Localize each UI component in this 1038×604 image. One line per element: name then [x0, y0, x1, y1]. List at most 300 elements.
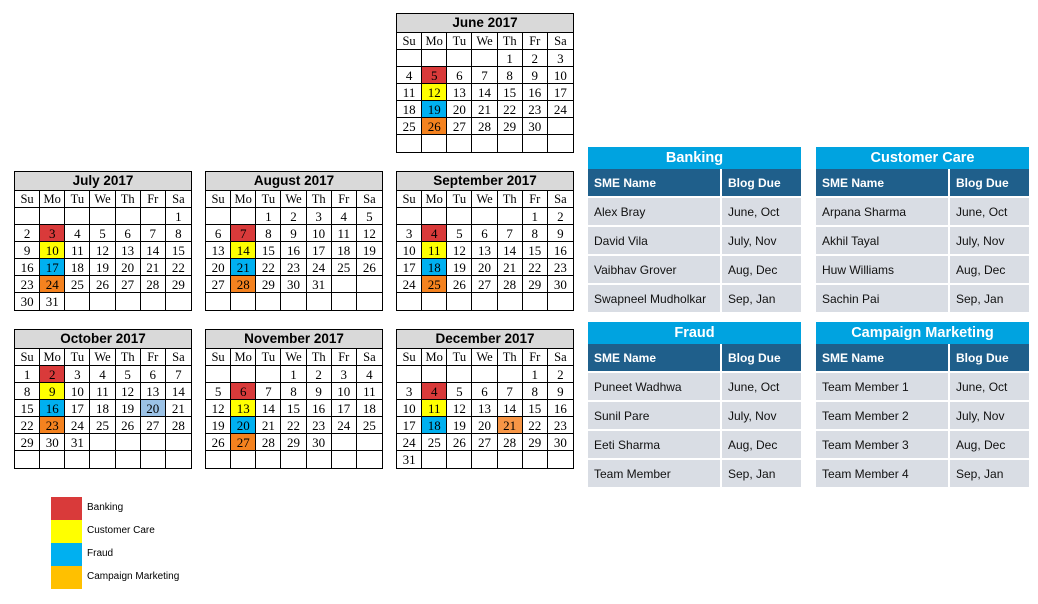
- calendar-day: 30: [548, 276, 573, 293]
- calendar-day: 22: [15, 417, 40, 434]
- calendar-day: 8: [166, 225, 191, 242]
- calendar-day: 1: [523, 208, 548, 225]
- calendar-day-empty: [548, 293, 573, 310]
- calendar-day: 3: [307, 208, 332, 225]
- calendar-day: 14: [256, 400, 281, 417]
- calendar-day: 26: [447, 434, 472, 451]
- calendar-day: 20: [206, 259, 231, 276]
- calendar-day-highlighted: 11: [422, 400, 447, 417]
- table-row: [588, 197, 801, 226]
- calendar-day: 25: [90, 417, 115, 434]
- calendar-day-empty: [281, 451, 306, 468]
- calendar-day-empty: [472, 451, 497, 468]
- blog-due: Aug, Dec: [721, 255, 801, 284]
- calendar-day: 23: [307, 417, 332, 434]
- calendar-day: 16: [548, 242, 573, 259]
- calendar-day: 30: [281, 276, 306, 293]
- day-header: Th: [498, 33, 523, 50]
- day-header: Mo: [422, 191, 447, 208]
- calendar-day: 13: [116, 242, 141, 259]
- calendar-day-empty: [498, 208, 523, 225]
- legend-swatch: [51, 520, 82, 543]
- calendar-day-empty: [256, 451, 281, 468]
- calendar-day-highlighted: 11: [422, 242, 447, 259]
- calendar-day-empty: [166, 451, 191, 468]
- calendar-grid: [206, 349, 382, 468]
- calendar-day: 14: [498, 400, 523, 417]
- table-row: [816, 372, 1029, 401]
- calendar-day: 25: [357, 417, 382, 434]
- calendar-title: October 2017: [15, 330, 191, 349]
- calendar-day: 2: [548, 208, 573, 225]
- col-header-blog-due: Blog Due: [949, 344, 1029, 372]
- legend-label: Banking: [87, 502, 124, 513]
- calendar-day: 17: [397, 417, 422, 434]
- calendar-day: 6: [472, 225, 497, 242]
- blog-due: July, Nov: [721, 226, 801, 255]
- col-header-sme-name: SME Name: [816, 169, 949, 197]
- calendar-day: 3: [548, 50, 573, 67]
- calendar-day-empty: [422, 50, 447, 67]
- calendar-day: 28: [256, 434, 281, 451]
- calendar-day: 20: [472, 417, 497, 434]
- sme-table: [816, 344, 1029, 487]
- calendar-day: 25: [65, 276, 90, 293]
- day-header: Fr: [523, 349, 548, 366]
- calendar-day-empty: [472, 50, 497, 67]
- calendar-day-highlighted: 21: [498, 417, 523, 434]
- calendar-day: 31: [65, 434, 90, 451]
- calendar-day-empty: [472, 208, 497, 225]
- calendar-day: 27: [116, 276, 141, 293]
- day-header: Sa: [548, 33, 573, 50]
- calendar-day-empty: [116, 451, 141, 468]
- calendar-day-empty: [332, 451, 357, 468]
- calendar-day: 6: [447, 67, 472, 84]
- sme-table: [588, 344, 801, 487]
- calendar-day: 8: [256, 225, 281, 242]
- calendar-grid: [397, 191, 573, 310]
- calendar-day: 16: [281, 242, 306, 259]
- calendar-day-empty: [90, 434, 115, 451]
- calendar-day: 16: [523, 84, 548, 101]
- day-header: Mo: [422, 33, 447, 50]
- calendar-day: 24: [548, 101, 573, 118]
- calendar-day-empty: [231, 208, 256, 225]
- calendar-day-empty: [498, 135, 523, 152]
- calendar-day: 22: [523, 259, 548, 276]
- calendar-day: 26: [206, 434, 231, 451]
- calendar-day-empty: [397, 135, 422, 152]
- panel-fraud: [588, 322, 801, 487]
- calendar-day-empty: [231, 451, 256, 468]
- sme-name: Team Member 2: [816, 401, 949, 430]
- calendar-title: July 2017: [15, 172, 191, 191]
- calendar-day-highlighted: 2: [40, 366, 65, 383]
- calendar-day: 6: [472, 383, 497, 400]
- table-row: [816, 401, 1029, 430]
- day-header: Tu: [447, 349, 472, 366]
- panel-banking: [588, 147, 801, 312]
- calendar-day-empty: [166, 293, 191, 310]
- calendar-day: 12: [116, 383, 141, 400]
- calendar-day: 3: [332, 366, 357, 383]
- calendar-day-empty: [281, 293, 306, 310]
- calendar-day-empty: [256, 366, 281, 383]
- calendar-day: 7: [141, 225, 166, 242]
- blog-due: July, Nov: [949, 226, 1029, 255]
- calendar-september-2017: [396, 171, 574, 311]
- calendar-day-empty: [40, 208, 65, 225]
- day-header: Mo: [40, 349, 65, 366]
- calendar-october-2017: [14, 329, 192, 469]
- calendar-day: 12: [90, 242, 115, 259]
- calendar-day-empty: [447, 451, 472, 468]
- calendar-day-empty: [397, 208, 422, 225]
- calendar-day: 24: [65, 417, 90, 434]
- calendar-day-highlighted: 14: [231, 242, 256, 259]
- sme-name: Team Member 1: [816, 372, 949, 401]
- calendar-day: 24: [332, 417, 357, 434]
- day-header: Th: [307, 191, 332, 208]
- calendar-day: 10: [548, 67, 573, 84]
- day-header: Su: [397, 33, 422, 50]
- day-header: Mo: [231, 191, 256, 208]
- calendar-day: 5: [206, 383, 231, 400]
- calendar-day-empty: [498, 366, 523, 383]
- calendar-day-empty: [116, 434, 141, 451]
- blog-due: June, Oct: [721, 372, 801, 401]
- calendar-day: 11: [65, 242, 90, 259]
- day-header: We: [90, 349, 115, 366]
- calendar-day: 27: [472, 434, 497, 451]
- blog-due: June, Oct: [949, 372, 1029, 401]
- calendar-day: 7: [472, 67, 497, 84]
- legend-swatch: [51, 543, 82, 566]
- calendar-day-highlighted: 18: [422, 417, 447, 434]
- calendar-day: 5: [447, 225, 472, 242]
- calendar-day-empty: [116, 208, 141, 225]
- calendar-day: 22: [166, 259, 191, 276]
- calendar-day-empty: [166, 434, 191, 451]
- calendar-december-2017: [396, 329, 574, 469]
- blog-due: Aug, Dec: [721, 430, 801, 459]
- calendar-day: 14: [141, 242, 166, 259]
- calendar-day: 10: [307, 225, 332, 242]
- calendar-day-highlighted: 12: [422, 84, 447, 101]
- day-header: We: [90, 191, 115, 208]
- calendar-day-empty: [65, 293, 90, 310]
- calendar-day: 5: [116, 366, 141, 383]
- day-header: Su: [397, 191, 422, 208]
- calendar-day: 21: [498, 259, 523, 276]
- day-header: We: [472, 349, 497, 366]
- calendar-day-empty: [332, 293, 357, 310]
- calendar-day: 23: [281, 259, 306, 276]
- table-row: [816, 284, 1029, 312]
- calendar-day-empty: [447, 208, 472, 225]
- calendar-day-empty: [422, 451, 447, 468]
- calendar-day-highlighted: 6: [231, 383, 256, 400]
- calendar-day: 16: [307, 400, 332, 417]
- blog-due: Aug, Dec: [949, 255, 1029, 284]
- panel-title: Campaign Marketing: [816, 322, 1029, 344]
- calendar-day-highlighted: 7: [231, 225, 256, 242]
- calendar-day-empty: [116, 293, 141, 310]
- calendar-day-highlighted: 19: [422, 101, 447, 118]
- blog-due: Sep, Jan: [721, 459, 801, 487]
- calendar-day: 7: [256, 383, 281, 400]
- calendar-day: 1: [256, 208, 281, 225]
- calendar-day-empty: [15, 451, 40, 468]
- calendar-day: 23: [523, 101, 548, 118]
- calendar-day: 6: [206, 225, 231, 242]
- calendar-day-highlighted: 3: [40, 225, 65, 242]
- calendar-title: September 2017: [397, 172, 573, 191]
- calendar-day-empty: [397, 366, 422, 383]
- calendar-day-highlighted: 17: [40, 259, 65, 276]
- calendar-day: 15: [498, 84, 523, 101]
- panel-title: Customer Care: [816, 147, 1029, 169]
- calendar-day-empty: [523, 451, 548, 468]
- calendar-day: 28: [498, 276, 523, 293]
- calendar-day-empty: [447, 135, 472, 152]
- calendar-day: 4: [357, 366, 382, 383]
- day-header: Sa: [166, 191, 191, 208]
- day-header: Th: [498, 191, 523, 208]
- day-header: Tu: [65, 349, 90, 366]
- calendar-day-empty: [422, 366, 447, 383]
- calendar-day-highlighted: 9: [40, 383, 65, 400]
- calendar-day: 19: [447, 259, 472, 276]
- calendar-day: 13: [472, 242, 497, 259]
- calendar-day: 30: [40, 434, 65, 451]
- calendar-day: 20: [472, 259, 497, 276]
- calendar-day: 9: [523, 67, 548, 84]
- calendar-day: 22: [256, 259, 281, 276]
- calendar-day-highlighted: 25: [422, 276, 447, 293]
- legend-swatch: [51, 497, 82, 520]
- day-header: Sa: [548, 349, 573, 366]
- calendar-grid: [15, 191, 191, 310]
- calendar-day: 15: [281, 400, 306, 417]
- calendar-day: 13: [447, 84, 472, 101]
- calendar-day: 5: [447, 383, 472, 400]
- blog-due: July, Nov: [721, 401, 801, 430]
- legend-swatch: [51, 566, 82, 589]
- calendar-day: 30: [307, 434, 332, 451]
- sme-name: Arpana Sharma: [816, 197, 949, 226]
- col-header-sme-name: SME Name: [816, 344, 949, 372]
- day-header: Tu: [256, 349, 281, 366]
- calendar-day: 19: [447, 417, 472, 434]
- sme-name: Team Member 4: [816, 459, 949, 487]
- col-header-blog-due: Blog Due: [721, 169, 801, 197]
- day-header: Su: [15, 349, 40, 366]
- sme-name: Sachin Pai: [816, 284, 949, 312]
- calendar-day: 28: [166, 417, 191, 434]
- calendar-day-empty: [422, 208, 447, 225]
- calendar-grid: [15, 349, 191, 468]
- calendar-day: 7: [498, 383, 523, 400]
- calendar-day: 2: [15, 225, 40, 242]
- table-row: [588, 401, 801, 430]
- day-header: Th: [307, 349, 332, 366]
- calendar-day: 5: [357, 208, 382, 225]
- calendar-day-highlighted: 20: [231, 417, 256, 434]
- day-header: Mo: [40, 191, 65, 208]
- table-row: [816, 255, 1029, 284]
- day-header: Tu: [65, 191, 90, 208]
- day-header: Fr: [523, 191, 548, 208]
- legend-label: Fraud: [87, 548, 114, 559]
- calendar-day: 1: [15, 366, 40, 383]
- table-row: [816, 459, 1029, 487]
- calendar-day-empty: [397, 293, 422, 310]
- calendar-day-empty: [90, 451, 115, 468]
- calendar-day: 18: [65, 259, 90, 276]
- calendar-day-empty: [40, 451, 65, 468]
- calendar-day-highlighted: 24: [40, 276, 65, 293]
- calendar-day: 29: [523, 434, 548, 451]
- calendar-day: 10: [65, 383, 90, 400]
- calendar-day: 20: [116, 259, 141, 276]
- calendar-day-highlighted: 4: [422, 383, 447, 400]
- calendar-day: 23: [15, 276, 40, 293]
- calendar-day: 4: [397, 67, 422, 84]
- sme-name: Puneet Wadhwa: [588, 372, 721, 401]
- calendar-day-empty: [422, 293, 447, 310]
- calendar-day: 15: [15, 400, 40, 417]
- calendar-day: 17: [332, 400, 357, 417]
- calendar-day-empty: [472, 293, 497, 310]
- calendar-title: August 2017: [206, 172, 382, 191]
- calendar-day-empty: [357, 293, 382, 310]
- sme-name: Swapneel Mudholkar: [588, 284, 721, 312]
- blog-due: July, Nov: [949, 401, 1029, 430]
- calendar-day-highlighted: 23: [40, 417, 65, 434]
- day-header: Sa: [548, 191, 573, 208]
- calendar-day: 21: [472, 101, 497, 118]
- calendar-day-highlighted: 28: [231, 276, 256, 293]
- sme-name: David Vila: [588, 226, 721, 255]
- calendar-day: 12: [447, 400, 472, 417]
- calendar-day: 11: [357, 383, 382, 400]
- calendar-day-highlighted: 21: [231, 259, 256, 276]
- calendar-day: 3: [397, 225, 422, 242]
- day-header: Th: [116, 349, 141, 366]
- calendar-day: 11: [397, 84, 422, 101]
- calendar-day: 31: [307, 276, 332, 293]
- calendar-day-empty: [498, 293, 523, 310]
- calendar-day: 14: [166, 383, 191, 400]
- day-header: Th: [498, 349, 523, 366]
- calendar-day: 17: [307, 242, 332, 259]
- calendar-day: 4: [90, 366, 115, 383]
- calendar-day: 9: [548, 383, 573, 400]
- calendar-day-empty: [548, 118, 573, 135]
- calendar-day: 9: [15, 242, 40, 259]
- calendar-day-empty: [90, 208, 115, 225]
- calendar-day-empty: [332, 276, 357, 293]
- calendar-day-empty: [141, 208, 166, 225]
- blog-due: Aug, Dec: [949, 430, 1029, 459]
- calendar-day: 29: [281, 434, 306, 451]
- panel-title: Fraud: [588, 322, 801, 344]
- calendar-day-empty: [472, 366, 497, 383]
- calendar-day: 10: [397, 400, 422, 417]
- legend-label: Campaign Marketing: [87, 571, 180, 582]
- calendar-day: 30: [548, 434, 573, 451]
- calendar-day: 1: [166, 208, 191, 225]
- calendar-day-empty: [357, 451, 382, 468]
- col-header-sme-name: SME Name: [588, 344, 721, 372]
- calendar-day: 12: [357, 225, 382, 242]
- calendar-day-empty: [332, 434, 357, 451]
- calendar-day-highlighted: 13: [231, 400, 256, 417]
- calendar-day: 22: [498, 101, 523, 118]
- calendar-day-empty: [397, 50, 422, 67]
- calendar-day: 12: [206, 400, 231, 417]
- calendar-day-empty: [206, 293, 231, 310]
- calendar-day: 8: [281, 383, 306, 400]
- sme-name: Akhil Tayal: [816, 226, 949, 255]
- calendar-day-empty: [307, 451, 332, 468]
- calendar-day: 19: [90, 259, 115, 276]
- calendar-day: 13: [141, 383, 166, 400]
- calendar-day: 7: [166, 366, 191, 383]
- calendar-day-empty: [498, 451, 523, 468]
- calendar-day-highlighted: 20: [141, 400, 166, 417]
- calendar-day: 27: [141, 417, 166, 434]
- calendar-day: 16: [548, 400, 573, 417]
- day-header: Tu: [256, 191, 281, 208]
- calendar-day-highlighted: 10: [40, 242, 65, 259]
- calendar-june-2017: [396, 13, 574, 153]
- calendar-day: 9: [548, 225, 573, 242]
- calendar-day: 15: [256, 242, 281, 259]
- calendar-day: 10: [332, 383, 357, 400]
- calendar-day: 28: [498, 434, 523, 451]
- calendar-day: 19: [206, 417, 231, 434]
- sme-name: Huw Williams: [816, 255, 949, 284]
- day-header: Th: [116, 191, 141, 208]
- table-row: [816, 197, 1029, 226]
- day-header: We: [472, 33, 497, 50]
- calendar-day: 17: [65, 400, 90, 417]
- day-header: Sa: [166, 349, 191, 366]
- calendar-day: 11: [90, 383, 115, 400]
- calendar-day: 30: [523, 118, 548, 135]
- calendar-day-empty: [206, 366, 231, 383]
- calendar-day: 14: [472, 84, 497, 101]
- sme-name: Team Member: [588, 459, 721, 487]
- day-header: We: [281, 191, 306, 208]
- panel-customer-care: [816, 147, 1029, 312]
- calendar-day-highlighted: 18: [422, 259, 447, 276]
- calendar-day: 26: [90, 276, 115, 293]
- day-header: We: [472, 191, 497, 208]
- calendar-day: 28: [472, 118, 497, 135]
- calendar-day: 22: [281, 417, 306, 434]
- day-header: Fr: [141, 191, 166, 208]
- calendar-day: 29: [166, 276, 191, 293]
- calendar-day-empty: [523, 293, 548, 310]
- calendar-day: 21: [256, 417, 281, 434]
- day-header: Su: [397, 349, 422, 366]
- calendar-day: 31: [40, 293, 65, 310]
- sme-table: [588, 169, 801, 312]
